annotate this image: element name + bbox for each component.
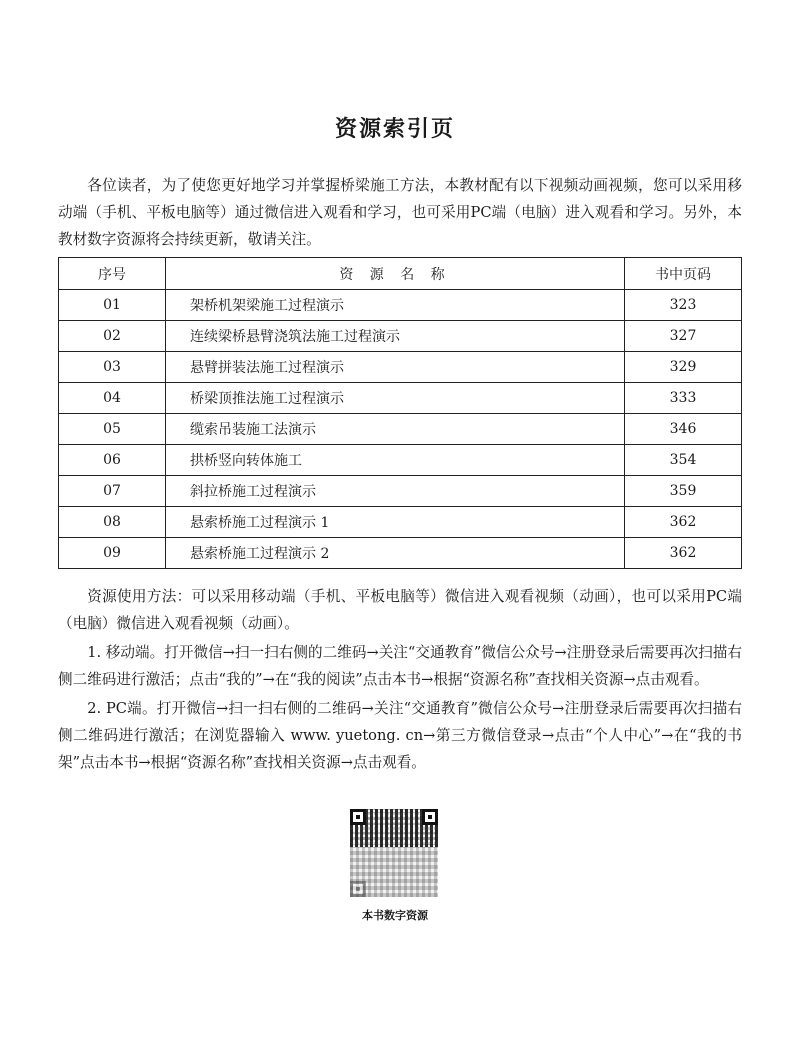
row-name: 连续梁桥悬臂浇筑法施工过程演示 xyxy=(166,321,625,352)
row-no: 09 xyxy=(59,538,166,569)
row-page: 362 xyxy=(625,507,742,538)
header-page: 书中页码 xyxy=(625,258,742,290)
row-page: 327 xyxy=(625,321,742,352)
row-name: 缆索吊装施工法演示 xyxy=(166,414,625,445)
row-name: 斜拉桥施工过程演示 xyxy=(166,476,625,507)
row-no: 04 xyxy=(59,383,166,414)
usage-method: 资源使用方法：可以采用移动端（手机、平板电脑等）微信进入观看视频（动画），也可以采用PC端（电脑）微信进入观看视频（动画）。 xyxy=(58,588,742,632)
row-no: 02 xyxy=(59,321,166,352)
row-page: 362 xyxy=(625,538,742,569)
table-row xyxy=(59,414,742,445)
row-page: 354 xyxy=(625,445,742,476)
table-row xyxy=(59,538,742,569)
usage-mobile: 1. 移动端。打开微信→扫一扫右侧的二维码→关注“交通教育”微信公众号→注册登录后需要再次扫描右侧二维码进行激活；点击“我的”→在“我的阅读”点击本书→根据“资源名称”查找相关资源→点击观看。 xyxy=(58,644,743,688)
row-page: 359 xyxy=(625,476,742,507)
row-page: 346 xyxy=(625,414,742,445)
table-row xyxy=(59,476,742,507)
row-no: 05 xyxy=(59,414,166,445)
row-name: 桥梁顶推法施工过程演示 xyxy=(166,383,625,414)
row-no: 01 xyxy=(59,290,166,321)
resource-table xyxy=(58,257,742,569)
page-title: 资源索引页 xyxy=(334,117,455,142)
table-row xyxy=(59,383,742,414)
row-no: 06 xyxy=(59,445,166,476)
row-no: 07 xyxy=(59,476,166,507)
table-row xyxy=(59,290,742,321)
table-row xyxy=(59,352,742,383)
row-name: 悬索桥施工过程演示 2 xyxy=(166,538,625,569)
row-name: 悬臂拼装法施工过程演示 xyxy=(166,352,625,383)
row-page: 323 xyxy=(625,290,742,321)
usage-pc: 2. PC端。打开微信→扫一扫右侧的二维码→关注“交通教育”微信公众号→注册登录后需要再次扫描右侧二维码进行激活；在浏览器输入 www. yuetong. cn→第三方微信登录→点击“个人中心”→在“我的书架”点击本书→根据“资源名称”查找相关资源→点击观看。 xyxy=(58,700,742,771)
row-name: 悬索桥施工过程演示 1 xyxy=(166,507,625,538)
row-no: 08 xyxy=(59,507,166,538)
usage-instructions xyxy=(58,583,742,776)
qr-code[interactable] xyxy=(350,809,440,897)
table-row xyxy=(59,321,742,352)
header-name: 资 源 名 称 xyxy=(166,258,625,290)
table-row xyxy=(59,507,742,538)
row-no: 03 xyxy=(59,352,166,383)
header-no: 序号 xyxy=(59,258,166,290)
row-name: 架桥机架梁施工过程演示 xyxy=(166,290,625,321)
intro-paragraph: 各位读者，为了使您更好地学习并掌握桥梁施工方法，本教材配有以下视频动画视频，您可以采用移动端（手机、平板电脑等）通过微信进入观看和学习，也可采用PC端（电脑）进入观看和学习。另外，本教材数字资源将会持续更新，敬请关注。 xyxy=(58,177,742,248)
table-header-row xyxy=(59,258,742,290)
qr-code-icon[interactable] xyxy=(350,809,438,897)
qr-caption: 本书数字资源 xyxy=(362,909,428,922)
row-name: 拱桥竖向转体施工 xyxy=(166,445,625,476)
row-page: 329 xyxy=(625,352,742,383)
row-page: 333 xyxy=(625,383,742,414)
table-row xyxy=(59,445,742,476)
